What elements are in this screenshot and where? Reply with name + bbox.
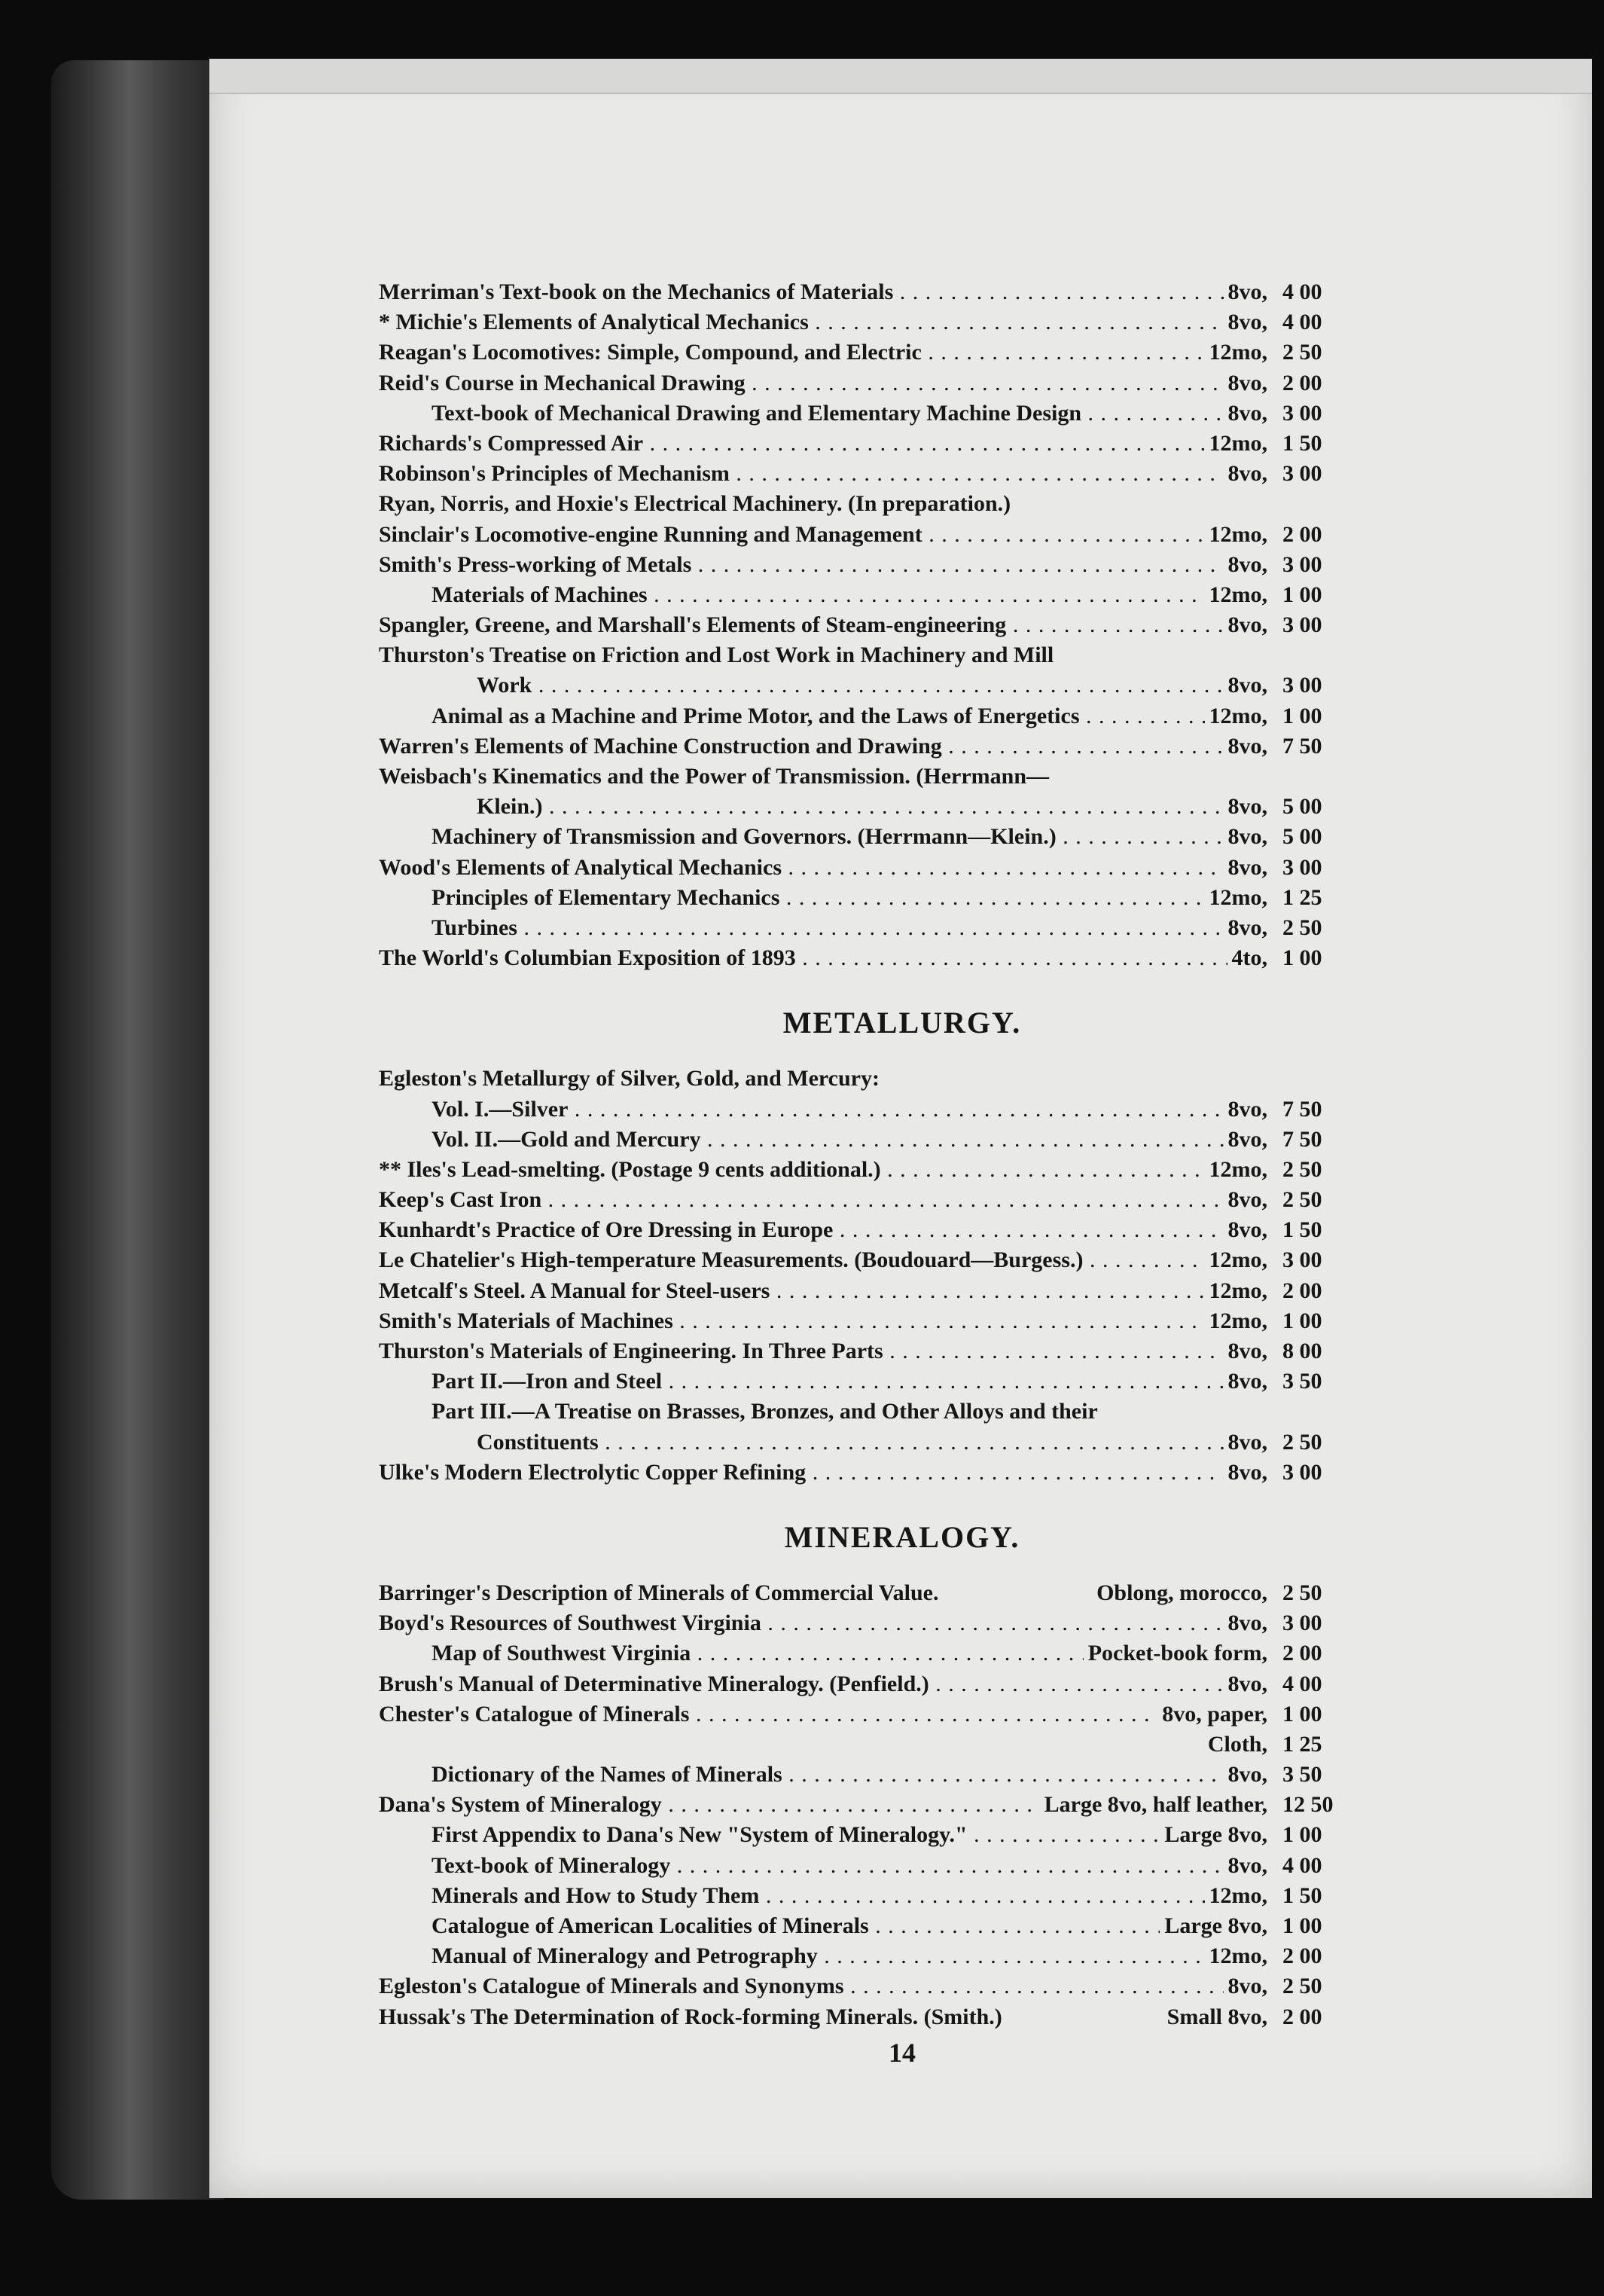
entry-title-text: Chester's Catalogue of Minerals xyxy=(379,1701,690,1727)
entry-format: 8vo, xyxy=(1224,1215,1268,1245)
entry-title-text: Turbines xyxy=(431,914,517,940)
entry-title-text: Klein.) xyxy=(477,794,543,820)
entry-price: 2 50 xyxy=(1282,1156,1322,1182)
entry-title xyxy=(379,853,1267,883)
catalogue-entry xyxy=(379,1458,1426,1488)
entry-title xyxy=(431,1911,1267,1941)
entry-title xyxy=(477,670,1267,701)
entry-title xyxy=(379,1276,1267,1306)
entry-title xyxy=(379,1669,1267,1699)
catalogue-entry xyxy=(379,2002,1426,2032)
entry-format: 12mo, xyxy=(1205,1881,1268,1911)
catalogue-entry xyxy=(379,853,1426,883)
entry-format: 8vo, xyxy=(1224,1366,1268,1397)
entry-title xyxy=(431,1125,1267,1155)
entry-format: 12mo, xyxy=(1205,337,1268,368)
entry-price: 3 00 xyxy=(1282,854,1322,880)
entry-title xyxy=(379,307,1267,337)
entry-price: 4 00 xyxy=(1282,1852,1322,1878)
catalogue-entry xyxy=(379,670,1426,701)
catalogue-entry xyxy=(379,459,1426,489)
catalogue-entry xyxy=(379,1215,1426,1245)
entry-format: 12mo, xyxy=(1205,1306,1268,1336)
entry-title xyxy=(379,520,1267,550)
entry-format: 8vo, xyxy=(1224,853,1268,883)
catalogue-entry xyxy=(379,307,1426,337)
entry-title xyxy=(379,1458,1267,1488)
entry-title xyxy=(379,1245,1267,1275)
entry-price: 4 00 xyxy=(1282,279,1322,304)
entry-format: 8vo, paper, xyxy=(1157,1699,1267,1730)
entry-title-text: Vol. I.—Silver xyxy=(431,1096,569,1122)
entry-format: 8vo, xyxy=(1224,913,1268,943)
entry-price: 2 50 xyxy=(1282,1187,1322,1213)
catalogue-entry xyxy=(379,1730,1426,1760)
catalogue-entry xyxy=(379,913,1426,943)
entry-title xyxy=(431,1820,1267,1850)
entry-price: 3 00 xyxy=(1282,612,1322,638)
entry-title-text: Metcalf's Steel. A Manual for Steel-users xyxy=(379,1278,770,1303)
catalogue-entry xyxy=(379,1760,1426,1790)
entry-format: 12mo, xyxy=(1205,1155,1268,1185)
catalogue-entry xyxy=(379,1276,1426,1306)
entry-title xyxy=(431,1095,1267,1125)
entry-price: 3 50 xyxy=(1282,1762,1322,1788)
entry-title xyxy=(431,701,1267,731)
entry-title-text: Thurston's Materials of Engineering. In Three Parts xyxy=(379,1339,883,1363)
entry-title xyxy=(431,913,1267,943)
catalogue-entry xyxy=(379,368,1426,398)
entry-price: 1 25 xyxy=(1282,884,1322,910)
entry-price: 1 00 xyxy=(1282,582,1322,607)
entry-format: 8vo, xyxy=(1224,792,1268,822)
entry-price: 7 50 xyxy=(1282,1096,1322,1122)
entry-format: 12mo, xyxy=(1205,580,1268,610)
entry-title-text: Animal as a Machine and Prime Motor, and the Laws of Energetics xyxy=(431,703,1080,728)
entry-price: 1 00 xyxy=(1282,1701,1322,1727)
entry-format: 8vo, xyxy=(1224,822,1268,852)
catalogue-entry xyxy=(379,1125,1426,1155)
entry-title xyxy=(379,2002,1267,2032)
catalogue-entry xyxy=(379,1185,1426,1215)
entry-price: 2 00 xyxy=(1282,1943,1322,1969)
entry-format: 8vo, xyxy=(1224,368,1268,398)
entry-title-text: Merriman's Text-book on the Mechanics of Materials xyxy=(379,279,894,304)
entry-title xyxy=(379,1215,1267,1245)
entry-title-text: Egleston's Metallurgy of Silver, Gold, and Mercury: xyxy=(379,1066,880,1092)
mineralogy-heading: MINERALOGY. xyxy=(784,1519,1020,1554)
entry-title xyxy=(379,550,1267,580)
entry-price: 7 50 xyxy=(1282,733,1322,759)
entry-price: 3 00 xyxy=(1282,400,1322,426)
entry-title-text: Smith's Materials of Machines xyxy=(379,1308,673,1333)
entry-price: 4 00 xyxy=(1282,1671,1322,1696)
catalogue-entry xyxy=(379,489,1426,519)
entry-format: Small 8vo, xyxy=(1163,2002,1267,2032)
entry-price: 1 00 xyxy=(1282,945,1322,971)
entry-title-text: Le Chatelier's High-temperature Measurements. (Boudouard—Burgess.) xyxy=(379,1247,1084,1273)
entry-title xyxy=(379,640,1426,670)
entry-title xyxy=(379,1306,1267,1336)
entry-format: 8vo, xyxy=(1224,1669,1268,1699)
entry-title-text: Map of Southwest Virginia xyxy=(431,1641,691,1666)
entry-price: 5 00 xyxy=(1282,794,1322,820)
catalogue-entry xyxy=(379,1699,1426,1730)
entry-title-text: Reid's Course in Mechanical Drawing xyxy=(379,370,746,395)
entry-format: 12mo, xyxy=(1205,1941,1268,1971)
catalogue-entry xyxy=(379,1366,1426,1397)
entry-format: 12mo, xyxy=(1205,883,1268,913)
entry-title xyxy=(477,1427,1267,1458)
entry-price: 1 00 xyxy=(1282,1308,1322,1333)
entry-title-text: Thurston's Treatise on Friction and Lost Work in Machinery and Mill xyxy=(379,643,1054,668)
entry-title-text: Egleston's Catalogue of Minerals and Synonyms xyxy=(379,1974,844,1999)
entry-price: 2 00 xyxy=(1282,370,1322,395)
entry-format: 8vo, xyxy=(1224,731,1268,762)
entry-format: 8vo, xyxy=(1224,1125,1268,1155)
mechanics-list xyxy=(379,277,1426,973)
entry-title-text: Part II.—Iron and Steel xyxy=(431,1369,663,1394)
entry-price: 1 00 xyxy=(1282,703,1322,728)
entry-title xyxy=(379,1064,1426,1094)
entry-price: 2 50 xyxy=(1282,1580,1322,1605)
entry-format: 8vo, xyxy=(1224,307,1268,337)
entry-price: 2 50 xyxy=(1282,1429,1322,1455)
entry-format: 8vo, xyxy=(1224,1851,1268,1881)
entry-price: 4 00 xyxy=(1282,310,1322,335)
entry-format: 8vo, xyxy=(1224,1971,1268,2001)
entry-title xyxy=(477,792,1267,822)
catalogue-entry xyxy=(379,701,1426,731)
entry-format: 12mo, xyxy=(1205,520,1268,550)
entry-price: 5 00 xyxy=(1282,824,1322,850)
entry-title-text: Sinclair's Locomotive-engine Running and Management xyxy=(379,521,922,547)
entry-title-text: Part III.—A Treatise on Brasses, Bronzes, and Other Alloys and their xyxy=(431,1399,1098,1424)
entry-format: 12mo, xyxy=(1205,1276,1268,1306)
entry-title xyxy=(431,1881,1267,1911)
entry-price: 7 50 xyxy=(1282,1126,1322,1152)
catalogue-entry xyxy=(379,1820,1426,1850)
entry-format: 8vo, xyxy=(1224,1185,1268,1215)
entry-title xyxy=(379,1608,1267,1638)
entry-format: 8vo, xyxy=(1224,1336,1268,1366)
catalogue-entry xyxy=(379,1155,1426,1185)
entry-format: 8vo, xyxy=(1224,550,1268,580)
entry-title xyxy=(379,1971,1267,2001)
entry-format: 4to, xyxy=(1227,943,1268,973)
catalogue-entry xyxy=(379,1881,1426,1911)
entry-title xyxy=(431,580,1267,610)
entry-price: 3 00 xyxy=(1282,1459,1322,1485)
entry-format: 8vo, xyxy=(1224,1760,1268,1790)
entry-title xyxy=(431,1760,1267,1790)
entry-format: 8vo, xyxy=(1224,1458,1268,1488)
catalogue-entry xyxy=(379,1245,1426,1275)
entry-title-text: Weisbach's Kinematics and the Power of Transmission. (Herrmann— xyxy=(379,764,1050,789)
catalogue-entry xyxy=(379,731,1426,762)
entry-title-text: Barringer's Description of Minerals of Commercial Value. xyxy=(379,1580,939,1605)
entry-title xyxy=(431,883,1267,913)
entry-title xyxy=(379,429,1267,459)
mineralogy-list xyxy=(379,1578,1426,2032)
entry-price: 3 00 xyxy=(1282,673,1322,698)
entry-title xyxy=(431,1851,1267,1881)
catalogue-entry xyxy=(379,520,1426,550)
entry-title xyxy=(431,1397,1426,1427)
catalogue-entry xyxy=(379,1790,1426,1820)
entry-price: 1 50 xyxy=(1282,1882,1322,1908)
catalogue-entry xyxy=(379,550,1426,580)
entry-format: 8vo, xyxy=(1224,459,1268,489)
catalogue-entry xyxy=(379,337,1426,368)
catalogue-entry xyxy=(379,277,1426,307)
entry-title-text: Minerals and How to Study Them xyxy=(431,1882,760,1908)
catalogue-entry xyxy=(379,640,1426,670)
entry-format: 8vo, xyxy=(1224,1095,1268,1125)
catalogue-entry xyxy=(379,1608,1426,1638)
metallurgy-list xyxy=(379,1064,1426,1488)
entry-title-text: ** Iles's Lead-smelting. (Postage 9 cents additional.) xyxy=(379,1156,881,1182)
catalogue-entry xyxy=(379,1638,1426,1669)
entry-title-text: Dictionary of the Names of Minerals xyxy=(431,1762,782,1788)
entry-title xyxy=(431,822,1267,852)
entry-title xyxy=(379,1185,1267,1215)
entry-title-text: Smith's Press-working of Metals xyxy=(379,551,692,577)
entry-title-text: Brush's Manual of Determinative Mineralogy. (Penfield.) xyxy=(379,1671,929,1696)
entry-price: 2 50 xyxy=(1282,1974,1322,1999)
catalogue-entry xyxy=(379,822,1426,852)
catalogue-content xyxy=(379,277,1426,2069)
entry-format: 8vo, xyxy=(1224,1608,1268,1638)
entry-title-text: Warren's Elements of Machine Construction and Drawing xyxy=(379,733,942,759)
catalogue-entry xyxy=(379,398,1426,429)
entry-format: 8vo, xyxy=(1224,1427,1268,1458)
entry-title xyxy=(379,337,1267,368)
entry-title-text: Ulke's Modern Electrolytic Copper Refining xyxy=(379,1459,807,1485)
entry-price: 2 00 xyxy=(1282,2004,1322,2029)
entry-title-text: Manual of Mineralogy and Petrography xyxy=(431,1943,818,1969)
book-spine xyxy=(51,60,224,2200)
entry-format: 12mo, xyxy=(1205,429,1268,459)
entry-title-text: Ryan, Norris, and Hoxie's Electrical Machinery. (In preparation.) xyxy=(379,491,1011,517)
entry-title xyxy=(379,489,1426,519)
entry-title-text: The World's Columbian Exposition of 1893 xyxy=(379,945,796,971)
entry-title-text: Kunhardt's Practice of Ore Dressing in Europe xyxy=(379,1217,834,1243)
entry-price: 8 00 xyxy=(1282,1339,1322,1363)
entry-title-text: Principles of Elementary Mechanics xyxy=(431,884,780,910)
entry-price: 1 00 xyxy=(1282,1822,1322,1848)
entry-price: 2 00 xyxy=(1282,1278,1322,1303)
page-top-edge xyxy=(209,59,1592,94)
entry-format: Oblong, morocco, xyxy=(1092,1578,1267,1608)
entry-title-text: Keep's Cast Iron xyxy=(379,1187,542,1213)
catalogue-entry xyxy=(379,1336,1426,1366)
entry-format: 8vo, xyxy=(1224,398,1268,429)
entry-title-text: Boyd's Resources of Southwest Virginia xyxy=(379,1611,761,1636)
catalogue-entry xyxy=(379,1064,1426,1094)
entry-title-text: * Michie's Elements of Analytical Mechanics xyxy=(379,310,809,335)
entry-price: 1 00 xyxy=(1282,1913,1322,1938)
catalogue-entry xyxy=(379,1941,1426,1971)
entry-title xyxy=(379,1155,1267,1185)
entry-price: 3 50 xyxy=(1282,1369,1322,1394)
metallurgy-heading: METALLURGY. xyxy=(782,1006,1022,1040)
entry-price: 3 00 xyxy=(1282,1611,1322,1636)
entry-price: 2 00 xyxy=(1282,521,1322,547)
entry-format: Large 8vo, half leather, xyxy=(1040,1790,1267,1820)
page-number: 14 xyxy=(889,2037,916,2068)
catalogue-entry xyxy=(379,429,1426,459)
entry-title-text: Dana's System of Mineralogy xyxy=(379,1792,662,1818)
entry-title-text: Text-book of Mineralogy xyxy=(431,1852,671,1878)
entry-title-text: Materials of Machines xyxy=(431,582,648,607)
entry-price: 2 50 xyxy=(1282,914,1322,940)
entry-title-text: First Appendix to Dana's New "System of Mineralogy." xyxy=(431,1822,968,1848)
catalogue-entry xyxy=(379,1578,1426,1608)
catalogue-entry xyxy=(379,1397,1426,1427)
entry-title xyxy=(379,368,1267,398)
entry-title xyxy=(379,943,1267,973)
entry-price: 2 00 xyxy=(1282,1641,1322,1666)
entry-format: 8vo, xyxy=(1224,670,1268,701)
entry-price: 1 50 xyxy=(1282,1217,1322,1243)
catalogue-entry xyxy=(379,610,1426,640)
entry-price: 3 00 xyxy=(1282,1247,1322,1273)
entry-format: 8vo, xyxy=(1224,277,1268,307)
entry-format: 8vo, xyxy=(1224,610,1268,640)
entry-title xyxy=(379,459,1267,489)
entry-title xyxy=(379,762,1426,792)
entry-title-text: Catalogue of American Localities of Minerals xyxy=(431,1913,869,1938)
entry-price: 3 00 xyxy=(1282,551,1322,577)
entry-title-text: Spangler, Greene, and Marshall's Elements of Steam-engineering xyxy=(379,612,1007,638)
entry-title xyxy=(431,1366,1267,1397)
entry-title-text: Richards's Compressed Air xyxy=(379,430,644,456)
entry-title-text: Work xyxy=(477,673,532,698)
entry-title xyxy=(379,1336,1267,1366)
entry-title-text: Hussak's The Determination of Rock-forming Minerals. (Smith.) xyxy=(379,2004,1002,2029)
catalogue-entry xyxy=(379,762,1426,792)
book-page xyxy=(209,59,1592,2198)
catalogue-entry xyxy=(379,943,1426,973)
entry-title xyxy=(431,1941,1267,1971)
catalogue-entry xyxy=(379,1851,1426,1881)
catalogue-entry xyxy=(379,792,1426,822)
catalogue-entry xyxy=(379,1911,1426,1941)
catalogue-entry xyxy=(379,580,1426,610)
catalogue-entry xyxy=(379,1971,1426,2001)
entry-price: 1 50 xyxy=(1282,430,1322,456)
entry-title-text: Text-book of Mechanical Drawing and Elementary Machine Design xyxy=(431,400,1082,426)
entry-format: Large 8vo, xyxy=(1160,1820,1267,1850)
catalogue-entry xyxy=(379,1427,1426,1458)
entry-title xyxy=(379,1699,1267,1730)
entry-format: Large 8vo, xyxy=(1160,1911,1267,1941)
entry-title-text: Vol. II.—Gold and Mercury xyxy=(431,1126,701,1152)
entry-price: 1 25 xyxy=(1282,1731,1322,1757)
entry-title-text: Machinery of Transmission and Governors. (Herrmann—Klein.) xyxy=(431,824,1057,850)
entry-title-text: Constituents xyxy=(477,1429,599,1455)
entry-title xyxy=(379,610,1267,640)
entry-price: 12 50 xyxy=(1282,1792,1334,1818)
catalogue-entry xyxy=(379,1095,1426,1125)
entry-format: 12mo, xyxy=(1205,1245,1268,1275)
entry-format: 12mo, xyxy=(1205,701,1268,731)
entry-title xyxy=(379,277,1267,307)
entry-format: Cloth, xyxy=(1203,1730,1267,1760)
entry-title-text: Reagan's Locomotives: Simple, Compound, and Electric xyxy=(379,340,922,365)
catalogue-entry xyxy=(379,883,1426,913)
catalogue-entry xyxy=(379,1306,1426,1336)
entry-title-text: Wood's Elements of Analytical Mechanics xyxy=(379,854,782,880)
entry-price: 3 00 xyxy=(1282,461,1322,487)
entry-format: Pocket-book form, xyxy=(1084,1638,1267,1669)
entry-title xyxy=(431,398,1267,429)
entry-price: 2 50 xyxy=(1282,340,1322,365)
entry-title xyxy=(379,731,1267,762)
catalogue-entry xyxy=(379,1669,1426,1699)
entry-title-text: Robinson's Principles of Mechanism xyxy=(379,461,730,487)
